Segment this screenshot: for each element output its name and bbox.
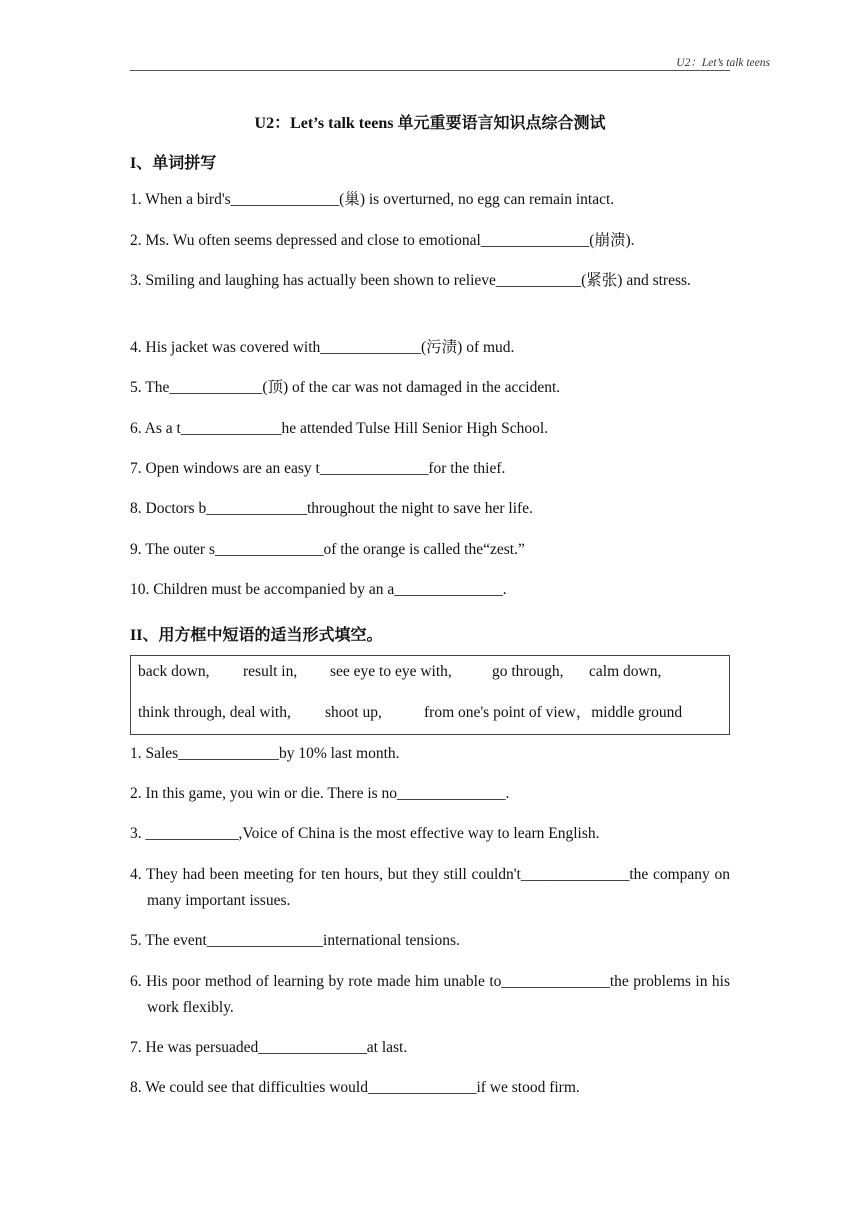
question-1-4: 4. His jacket was covered with_____________(污渍) of mud.: [130, 339, 515, 356]
phrase: from one's point of view，middle ground: [424, 704, 683, 721]
question-1-5: 5. The____________(顶) of the car was not damaged in the accident.: [130, 379, 561, 396]
question-2-2: 2. In this game, you win or die. There is no______________.: [130, 785, 510, 802]
running-header: U2：Let’s talk teens: [676, 57, 770, 69]
question-2-7: 7. He was persuaded______________at last.: [130, 1039, 408, 1056]
question-2-6: 6. His poor method of learning by rote made him unable to______________the problems in his work flexibly.: [130, 973, 730, 1016]
document-title: U2：Let’s talk teens 单元重要语言知识点综合测试: [254, 115, 606, 132]
phrase: calm down,: [589, 663, 662, 680]
phrase: go through,: [492, 663, 564, 680]
question-1-7: 7. Open windows are an easy t______________for the thief.: [130, 460, 506, 477]
phrase: shoot up,: [325, 704, 382, 721]
question-1-2: 2. Ms. Wu often seems depressed and close to emotional______________(崩溃).: [130, 232, 635, 249]
question-1-3: 3. Smiling and laughing has actually been shown to relieve___________(紧张) and stress.: [130, 272, 691, 289]
phrase: result in,: [243, 663, 298, 680]
question-1-6: 6. As a t_____________he attended Tulse Hill Senior High School.: [130, 420, 549, 437]
question-2-1: 1. Sales_____________by 10% last month.: [130, 745, 400, 762]
section-1-heading: I、单词拼写: [130, 155, 217, 172]
question-2-8: 8. We could see that difficulties would______________if we stood firm.: [130, 1079, 580, 1096]
question-1-9: 9. The outer s______________of the orange is called the“zest.”: [130, 541, 525, 558]
header-rule: [130, 70, 730, 71]
phrase: see eye to eye with,: [330, 663, 452, 680]
question-1-8: 8. Doctors b_____________throughout the night to save her life.: [130, 500, 533, 517]
phrase: back down,: [138, 663, 210, 680]
question-2-3: 3. ____________,Voice of China is the most effective way to learn English.: [130, 825, 600, 842]
question-1-1: 1. When a bird's______________(巢) is overturned, no egg can remain intact.: [130, 191, 615, 208]
section-2-heading: II、用方框中短语的适当形式填空。: [130, 627, 383, 644]
question-2-5: 5. The event_______________international tensions.: [130, 932, 460, 949]
phrase: think through, deal with,: [138, 704, 291, 721]
question-1-10: 10. Children must be accompanied by an a______________.: [130, 581, 507, 598]
phrase-box: [130, 655, 730, 735]
question-2-4: 4. They had been meeting for ten hours, but they still couldn't______________the company on many important issues.: [130, 866, 730, 909]
